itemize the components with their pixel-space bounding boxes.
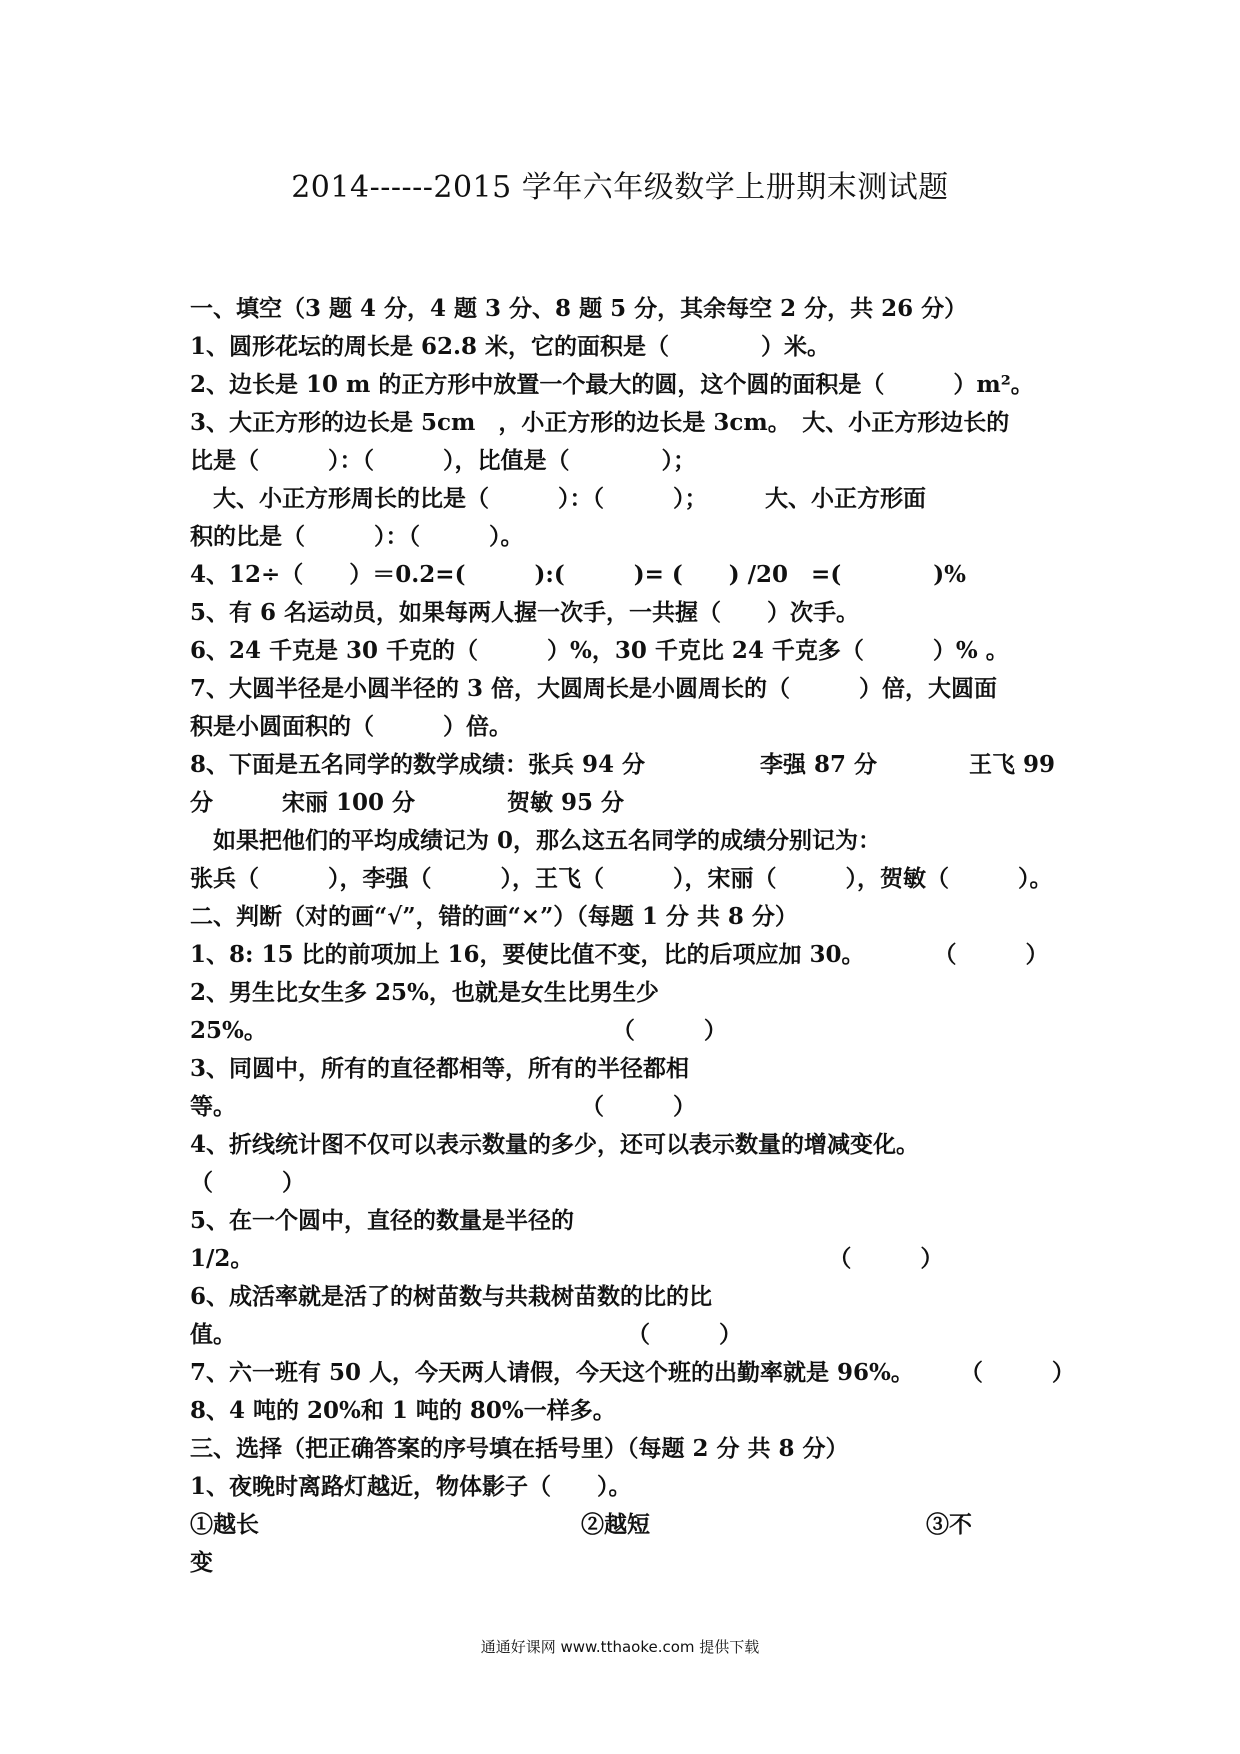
question-line: 8、4 吨的 20%和 1 吨的 80%一样多。 — [190, 1397, 616, 1424]
question-line: 积是小圆面积的（ ）倍。 — [190, 713, 512, 740]
question-line: 4、折线统计图不仅可以表示数量的多少，还可以表示数量的增减变化。 — [190, 1131, 920, 1158]
question-line: 张兵（ ），李强（ ），王飞（ ），宋丽（ ），贺敏（ ）。 — [190, 865, 1053, 892]
question-line: 积的比是（ ）：（ ）。 — [190, 523, 524, 550]
question-line: 7、大圆半径是小圆半径的 3 倍，大圆周长是小圆周长的（ ）倍，大圆面 — [190, 675, 998, 702]
question-line: 分 宋丽 100 分 贺敏 95 分 — [190, 789, 625, 816]
section-heading-multiple-choice: 三、选择（把正确答案的序号填在括号里）（每题 2 分 共 8 分） — [190, 1435, 849, 1462]
question-line: 5、在一个圆中，直径的数量是半径的 — [190, 1207, 575, 1234]
question-line: 大、小正方形周长的比是（ ）：（ ）； 大、小正方形面 — [190, 485, 926, 512]
question-line: 3、同圆中，所有的直径都相等，所有的半径都相 — [190, 1055, 690, 1082]
question-line: 1、圆形花坛的周长是 62.8 米，它的面积是（ ）米。 — [190, 333, 831, 360]
question-line: 1、夜晚时离路灯越近，物体影子（ ）。 — [190, 1473, 632, 1500]
question-line: 如果把他们的平均成绩记为 0，那么这五名同学的成绩分别记为： — [190, 827, 882, 854]
question-line: 6、成活率就是活了的树苗数与共栽树苗数的比的比 — [190, 1283, 713, 1310]
question-line: 5、有 6 名运动员，如果每两人握一次手，一共握（ ）次手。 — [190, 599, 860, 626]
question-line: 等。 （ ） — [190, 1093, 696, 1120]
question-line: 变 — [190, 1549, 213, 1576]
question-line: 4、12÷（ ）＝0.2=( ):( )= ( ) /20 =( )% — [190, 561, 966, 588]
question-line: 1/2。 （ ） — [190, 1245, 944, 1272]
section-heading-fill-blank: 一、填空（3 题 4 分，4 题 3 分、8 题 5 分，其余每空 2 分，共 26 分） — [190, 295, 968, 322]
question-line: 值。 （ ） — [190, 1321, 742, 1348]
footer-credit: 通通好课网 www.tthaoke.com 提供下载 — [480, 1638, 760, 1656]
question-line: 1、8: 15 比的前项加上 16，要使比值不变，比的后项应加 30。 （ ） — [190, 941, 1049, 968]
question-line: 2、边长是 10 m 的正方形中放置一个最大的圆，这个圆的面积是（ ）m²。 — [190, 371, 1034, 398]
question-line: 比是（ ）：（ ），比值是（ ）； — [190, 447, 696, 474]
question-line: 3、大正方形的边长是 5cm ，小正方形的边长是 3cm。 大、小正方形边长的 — [190, 409, 1010, 436]
page-title: 2014------2015 学年六年级数学上册期末测试题 — [291, 170, 949, 205]
question-line: 7、六一班有 50 人，今天两人请假，今天这个班的出勤率就是 96%。 （ ） — [190, 1359, 1075, 1386]
question-line: （ ） — [190, 1169, 305, 1196]
question-line: 2、男生比女生多 25%，也就是女生比男生少 — [190, 979, 659, 1006]
exam-content — [190, 290, 1075, 1582]
section-heading-true-false: 二、判断（对的画“√”，错的画“×”）（每题 1 分 共 8 分） — [190, 903, 798, 930]
question-line: ①越长 ②越短 ③不 — [190, 1511, 972, 1538]
question-line: 25%。 （ ） — [190, 1017, 727, 1044]
question-line: 8、下面是五名同学的数学成绩：张兵 94 分 李强 87 分 王飞 99 — [190, 751, 1056, 778]
question-line: 6、24 千克是 30 千克的（ ）%，30 千克比 24 千克多（ ）% 。 — [190, 637, 1009, 664]
